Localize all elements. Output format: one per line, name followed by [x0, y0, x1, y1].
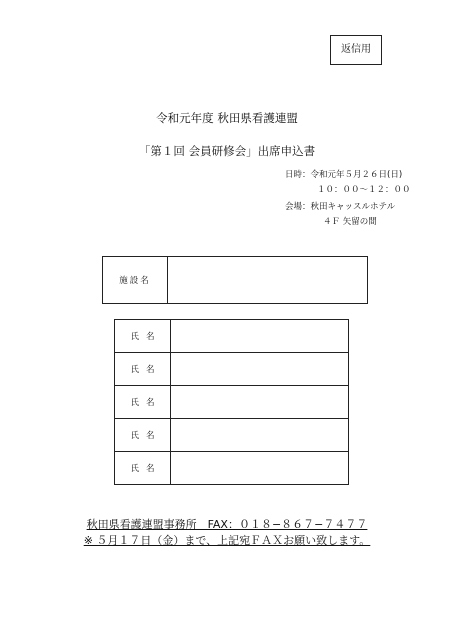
attendee-name-input[interactable] — [171, 320, 349, 353]
attendee-table — [114, 319, 349, 485]
event-time: １０：００〜１２：００ — [317, 185, 411, 195]
facility-input[interactable] — [168, 257, 367, 303]
attendee-name-input[interactable] — [171, 353, 349, 386]
table-row — [115, 419, 349, 452]
attendee-name-label: 氏名 — [115, 419, 171, 452]
table-row — [115, 452, 349, 485]
attendee-name-label: 氏名 — [115, 320, 171, 353]
office-fax-line — [0, 516, 454, 532]
attendee-name-input[interactable] — [171, 386, 349, 419]
attendee-name-input[interactable] — [171, 419, 349, 452]
table-row — [115, 353, 349, 386]
attendee-name-label: 氏名 — [115, 452, 171, 485]
reply-label-box — [330, 35, 382, 65]
table-row — [115, 386, 349, 419]
facility-field — [102, 256, 368, 304]
reply-label: 返信用 — [341, 44, 371, 55]
deadline-note — [0, 532, 454, 548]
event-room: ４Ｆ 矢留の間 — [323, 217, 377, 227]
table-row — [115, 320, 349, 353]
form-title: 「第１回 会員研修会」出席申込書 — [138, 144, 316, 158]
event-venue: 会場：秋田キャッスルホテル — [285, 202, 396, 212]
attendee-name-label: 氏名 — [115, 353, 171, 386]
facility-label: 施設名 — [103, 257, 168, 303]
attendee-name-input[interactable] — [171, 452, 349, 485]
deadline-note-text: ※ ５月１７日（金）まで、上記宛ＦＡＸお願い致します。 — [83, 534, 371, 547]
office-fax-text: 秋田県看護連盟事務所 FAX：０１８−８６７−７４７７ — [86, 518, 368, 531]
attendee-name-label: 氏名 — [115, 386, 171, 419]
event-date: 日時：令和元年５月２６日(日) — [285, 170, 403, 180]
organization-line: 令和元年度 秋田県看護連盟 — [156, 111, 298, 125]
